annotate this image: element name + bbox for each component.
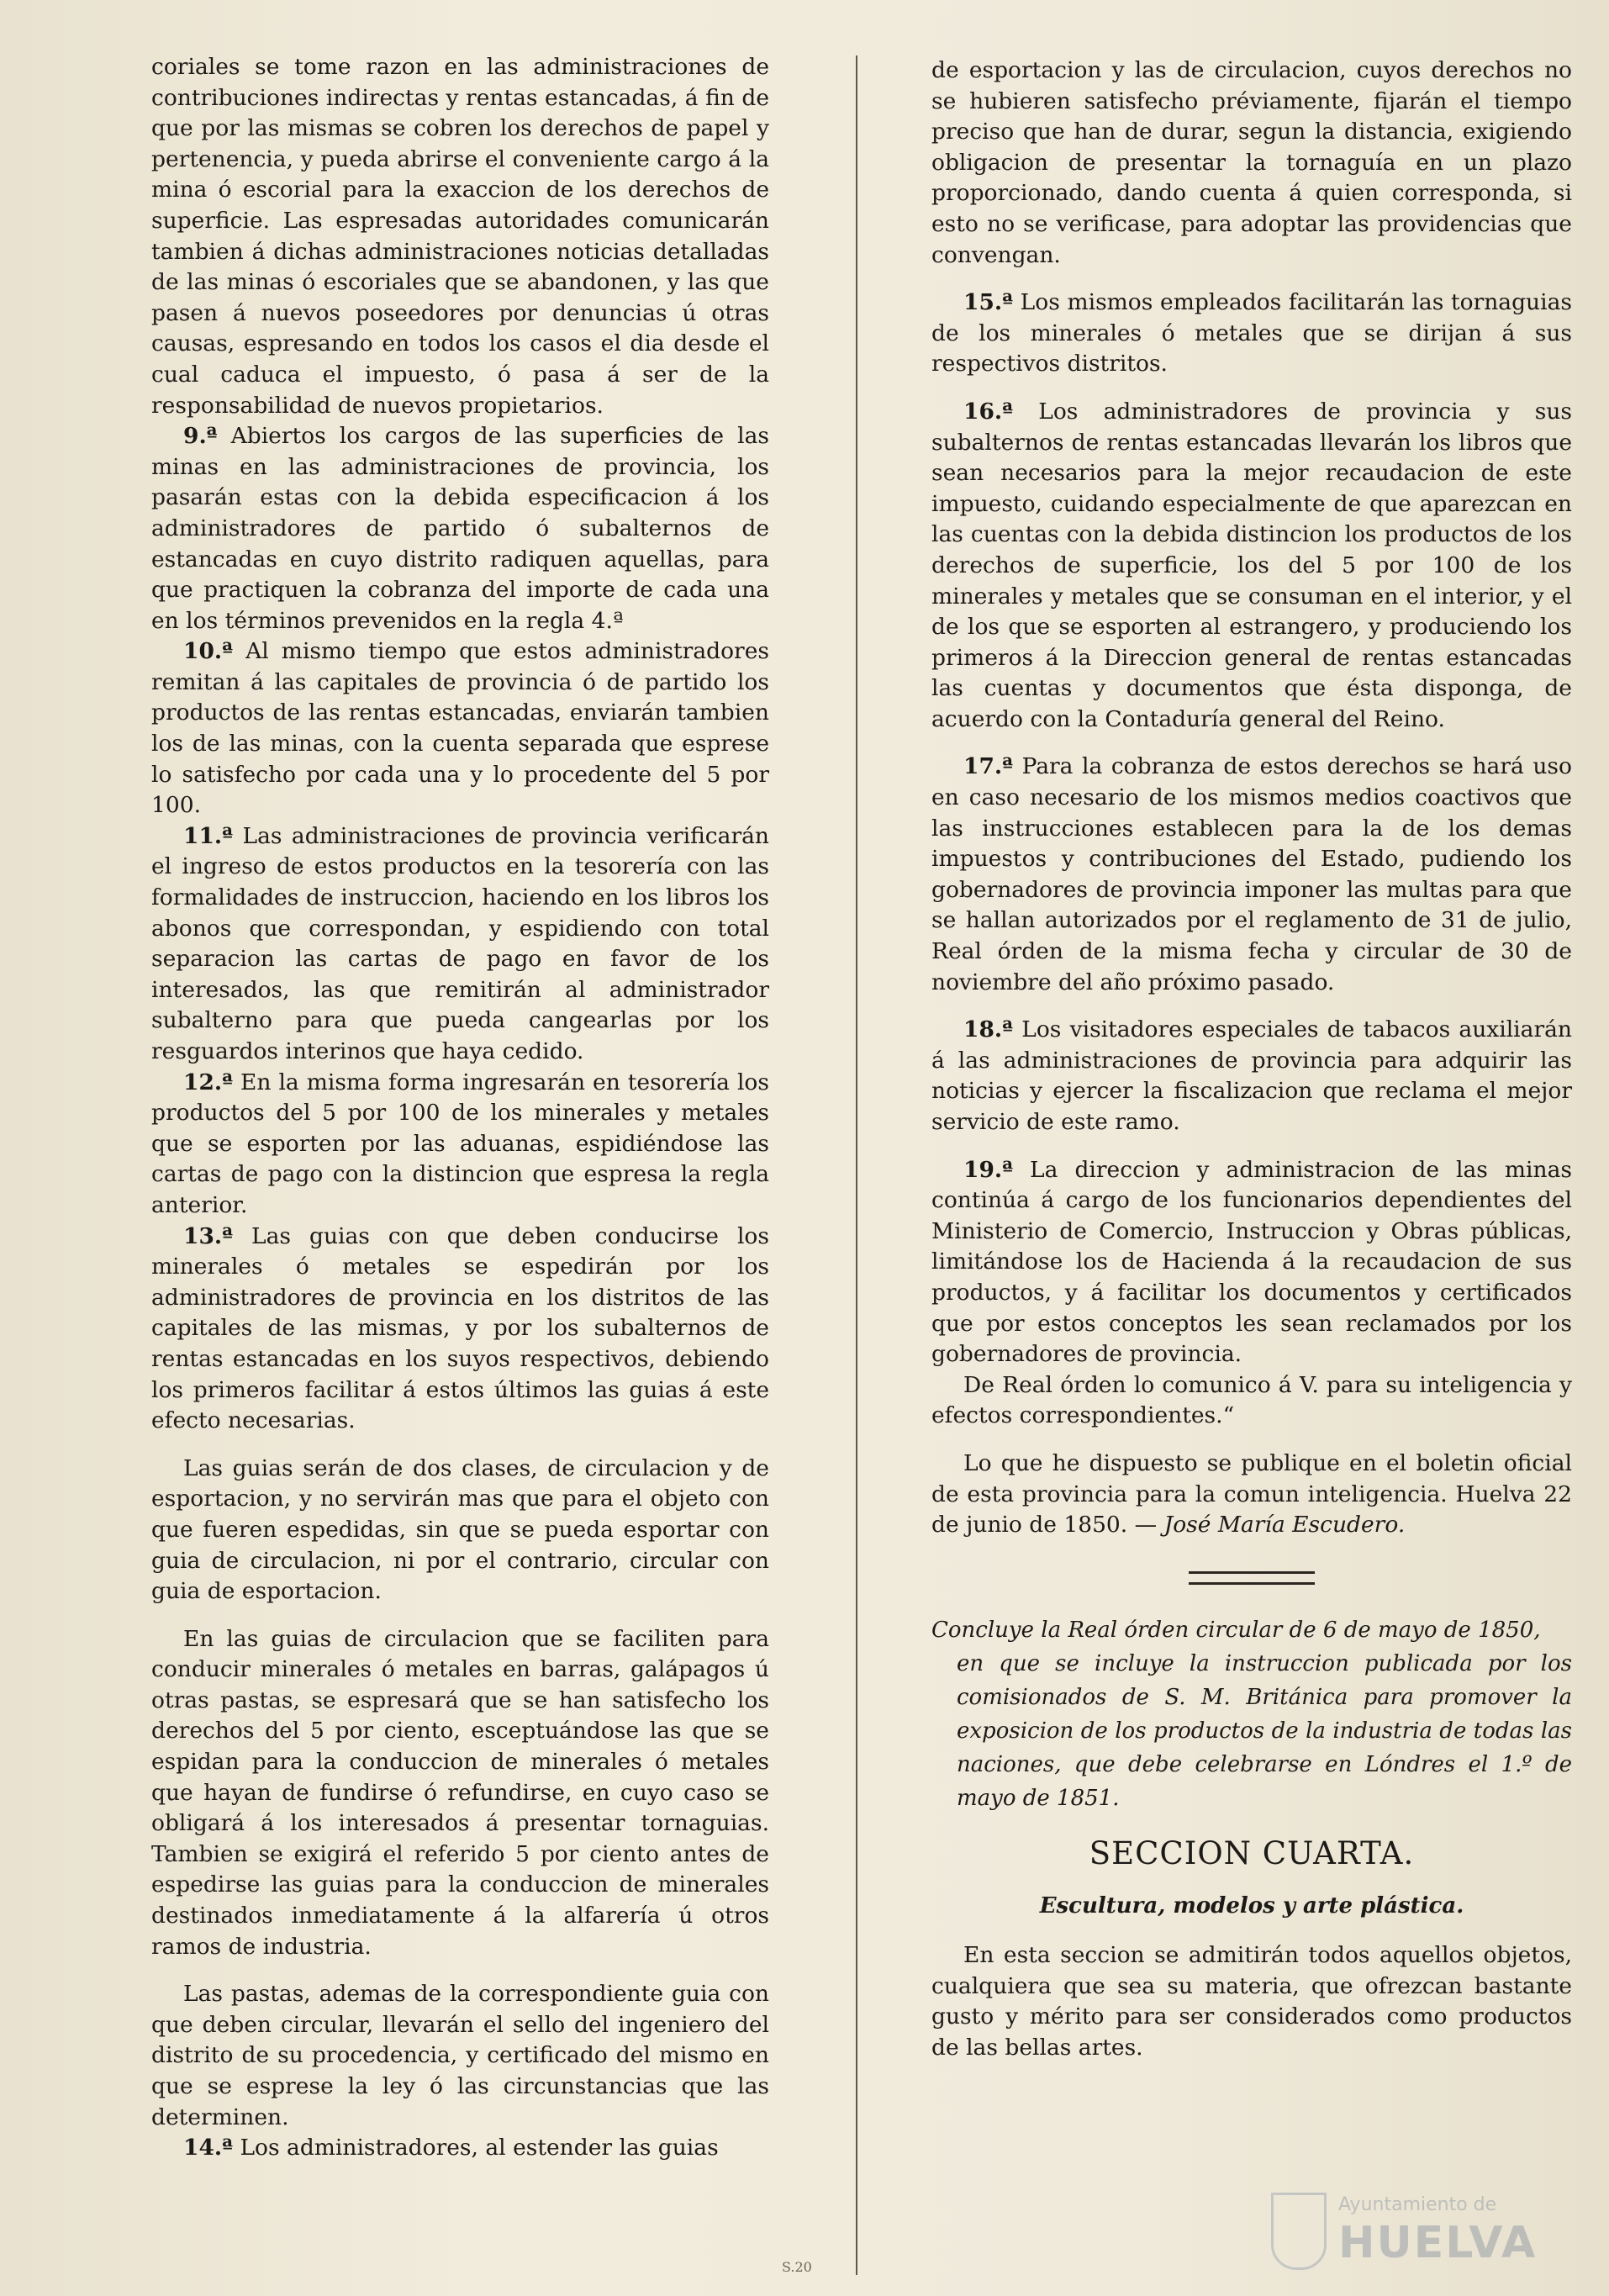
article-18-text: Los visitadores especiales de tabacos auxiliarán á las administraciones de provincia para adquirir las noticias y ejercer la fiscalizacion que reclama el mejor servicio de este ramo. — [931, 1016, 1572, 1135]
article-12-text: En la misma forma ingresarán en tesorería los productos del 5 por 100 de los minerales y metales que se esporten por las aduanas, espidiéndose las cartas de pago con la distincion que espresa la regla anterior. — [151, 1069, 769, 1218]
note-line-2: en que se incluye la instruccion publicada por los comisionados de S. M. Británica para promover la exposicion de los productos de la industria de todas las naciones, que debe celebrarse en Lóndres el 1.º de mayo de 1851. — [957, 1650, 1572, 1811]
article-16 — [931, 397, 1572, 736]
continued-paragraph: de esportacion y las de circulacion, cuyos derechos no se hubieren satisfecho préviamente, fijarán el tiempo preciso que han de durar, segun la distancia, exigiendo obligacion de presentar la tornaguía en un plazo proporcionado, dando cuenta á quien corresponda, si esto no se verificase, para adoptar las providencias que convengan. — [931, 57, 1572, 268]
article-11-number: 11.ª — [183, 822, 234, 849]
article-19-number: 19.ª — [963, 1156, 1014, 1183]
right-column — [931, 55, 1572, 2063]
article-15-text: Los mismos empleados facilitarán las tornaguias de los minerales ó metales que se dirijan á sus respectivos distritos. — [931, 289, 1572, 377]
article-17-number: 17.ª — [963, 753, 1014, 780]
article-9-number: 9.ª — [183, 423, 218, 450]
article-9-text: Abiertos los cargos de las superficies de las minas en las administraciones de provincia, los pasarán estas con la debida especificacion á los administradores de partido ó subalternos de estancadas en cuyo distrito radiquen aquellas, para que practiquen la cobranza del importe de cada una en los términos prevenidos en la regla 4.ª — [151, 423, 769, 634]
circulacion-paragraph: En las guias de circulacion que se faciliten para conducir minerales ó metales en barras, galápagos ú otras pastas, se espresará que se han satisfecho los derechos del 5 por ciento, esceptuándose las que se espidan para la conduccion de minerales ó metales que hayan de fundirse ó refundirse, en cuyo caso se obligará á los interesados á presentar tornaguias. Tambien se exigirá el referido 5 por ciento antes de espedirse las guias para la conduccion de minerales destinados inmediatamente á la alfarería ú otros ramos de industria. — [151, 1625, 769, 1960]
article-14-number: 14.ª — [183, 2135, 234, 2161]
article-13 — [151, 1222, 769, 1437]
article-11-text: Las administraciones de provincia verificarán el ingreso de estos productos en la tesorería con las formalidades de instruccion, haciendo en los libros los abonos que correspondan, y espidiendo con total separacion las cartas de pago en favor de los interesados, las que remitirán al administrador subalterno para que pueda cangearlas por los resguardos interinos que haya cedido. — [151, 822, 769, 1064]
publication-text: Lo que he dispuesto se publique en el boletin oficial de esta provincia para la comun inteligencia. Huelva 22 de junio de 1850. — — [931, 1449, 1572, 1539]
column-divider — [856, 55, 857, 2275]
article-18 — [931, 1015, 1572, 1137]
article-10-text: Al mismo tiempo que estos administradores remitan á las capitales de provincia ó de partido los productos de las rentas estancadas, enviarán tambien los de las minas, con la cuenta separada que esprese lo satisfecho por cada una y lo procedente del 5 por 100. — [151, 638, 769, 819]
real-orden-paragraph: De Real órden lo comunico á V. para su inteligencia y efectos correspondientes.“ — [931, 1371, 1572, 1429]
article-13-text: Las guias con que deben conducirse los minerales ó metales se espedirán por los administradores de provincia en los distritos de las capitales de las mismas, y por los subalternos de rentas estancadas en los suyos respectivos, debiendo los primeros facilitar á estos últimos las guias á este efecto necesarias. — [151, 1222, 769, 1434]
ayuntamiento-watermark — [1271, 2186, 1540, 2278]
article-16-number: 16.ª — [963, 398, 1014, 425]
section-title: SECCION CUARTA. — [1089, 1834, 1415, 1871]
pastas-paragraph: Las pastas, ademas de la correspondiente guia con que deben circular, llevarán el sello del ingeniero del distrito de su procedencia, y certificado del mismo en que se esprese la ley ó las circunstancias que las determinen. — [151, 1981, 769, 2130]
intro-paragraph: coriales se tome razon en las administraciones de contribuciones indirectas y rentas estancadas, á fin de que por las mismas se cobren los derechos de papel y pertenencia, y pueda abrirse el conveniente cargo á la mina ó escorial para la exaccion de los derechos de superficie. Las espresadas autoridades comunicarán tambien á dichas administraciones noticias detalladas de las minas ó escoriales que se abandonen, y las que pasen á nuevos poseedores por denuncias ú otras causas, espresando en todos los casos el dia desde el cual caduca el impuesto, ó pasa á ser de la responsabilidad de nuevos propietarios. — [151, 54, 769, 419]
article-10-number: 10.ª — [183, 638, 234, 665]
article-14-text: Los administradores, al estender las guias — [240, 2135, 719, 2161]
article-17 — [931, 752, 1572, 998]
article-9 — [151, 421, 769, 636]
section-paragraph: En esta seccion se admitirán todos aquellos objetos, cualquiera que sea su materia, que ofrezcan bastante gusto y mérito para ser considerados como productos de las bellas artes. — [931, 1941, 1572, 2061]
publication-paragraph — [931, 1449, 1572, 1541]
guias-paragraph: Las guias serán de dos clases, de circulacion y de esportacion, y no servirán mas que para el objeto con que fueren espedidas, sin que se pueda esportar con guia de circulacion, ni por el contrario, circular con guia de esportacion. — [151, 1454, 769, 1605]
article-12-number: 12.ª — [183, 1069, 234, 1095]
double-rule-divider — [1189, 1571, 1315, 1585]
article-17-text: Para la cobranza de estos derechos se hará uso en caso necesario de los mismos medios coactivos que las instrucciones establecen para la de los demas impuestos y contribuciones del Estado, pudiendo los gobernadores de provincia imponer las multas para que se hallan autorizados por el reglamento de 31 de julio, Real órden de la misma fecha y circular de 30 de noviembre del año próximo pasado. — [931, 753, 1572, 995]
section-subtitle: Escultura, modelos y arte plástica. — [1039, 1893, 1464, 1919]
shield-icon — [1271, 2193, 1327, 2270]
article-11 — [151, 821, 769, 1068]
article-12 — [151, 1068, 769, 1222]
article-14 — [151, 2133, 769, 2164]
page-mark: S.20 — [782, 2259, 812, 2275]
article-10 — [151, 636, 769, 821]
signature: José María Escudero. — [1163, 1512, 1406, 1539]
article-18-number: 18.ª — [963, 1016, 1014, 1043]
concluding-note — [931, 1613, 1572, 1815]
article-15 — [931, 288, 1572, 380]
article-19-text: La direccion y administracion de las minas continúa á cargo de los funcionarios dependientes del Ministerio de Comercio, Instruccion y Obras públicas, limitándose los de Hacienda á la recaudacion de sus productos, y á facilitar los documentos y certificados que por estos conceptos les sean reclamados por los gobernadores de provincia. — [931, 1156, 1572, 1368]
article-13-number: 13.ª — [183, 1222, 234, 1249]
article-19 — [931, 1155, 1572, 1370]
watermark-line-1: Ayuntamiento de — [1338, 2194, 1497, 2215]
watermark-line-2: HUELVA — [1338, 2218, 1538, 2268]
note-line-1: Concluye la Real órden circular de 6 de mayo de 1850, — [931, 1617, 1541, 1643]
article-16-text: Los administradores de provincia y sus subalternos de rentas estancadas llevarán los libros que sean necesarios para la mejor recaudacion de este impuesto, cuidando especialmente de que aparezcan en las cuentas con la debida distincion los productos de los derechos de superficie, los del 5 por 100 de los minerales y metales que se consuman en el interior, y el de los que se esporten al estrangero, y produciendo los primeros á la Direccion general de rentas estancadas las cuentas y documentos que ésta disponga, de acuerdo con la Contaduría general del Reino. — [931, 398, 1572, 732]
article-15-number: 15.ª — [963, 289, 1014, 316]
left-column — [151, 52, 769, 2164]
